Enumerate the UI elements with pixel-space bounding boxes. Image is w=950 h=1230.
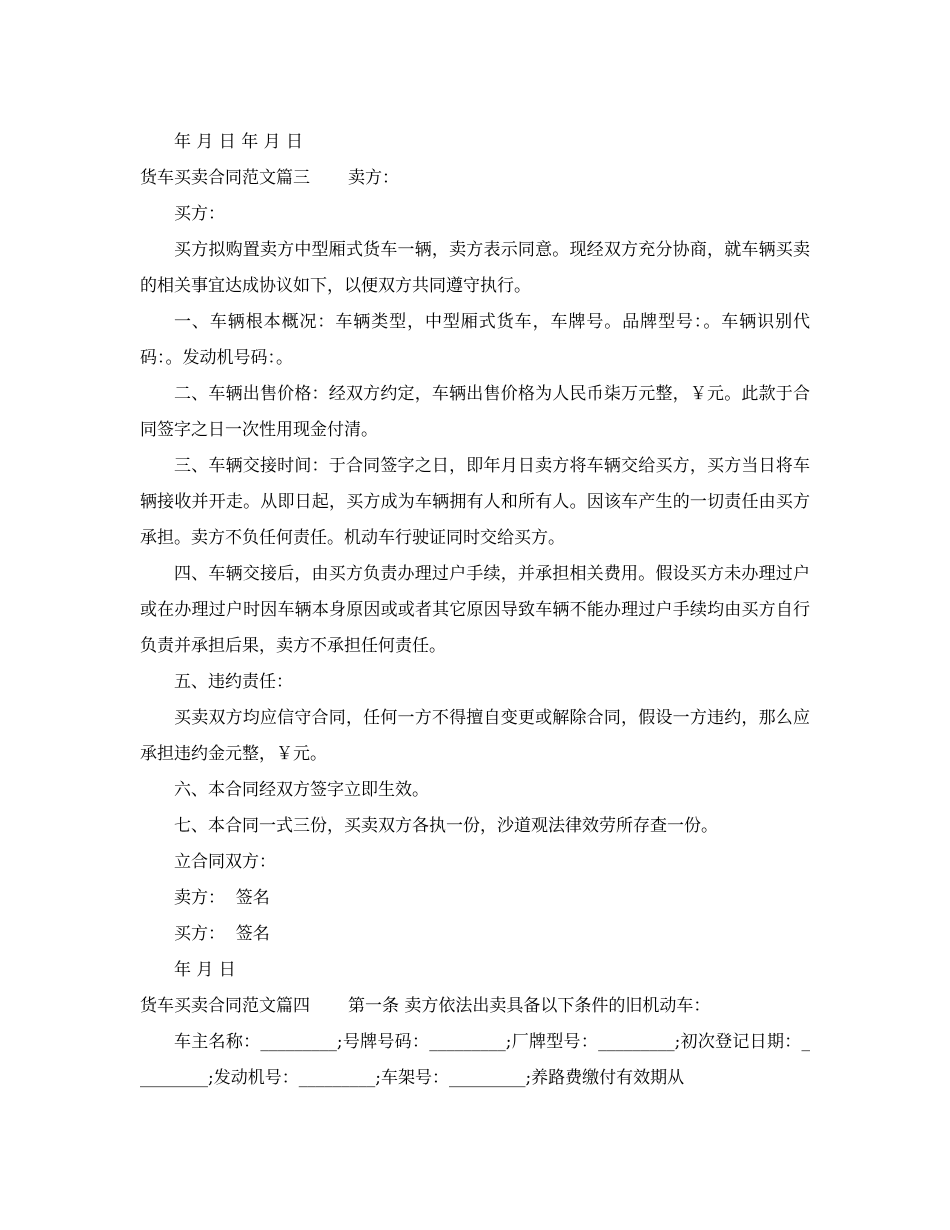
clause-3: 三、车辆交接时间：于合同签字之日，即年月日卖方将车辆交给买方，买方当日将车辆接收并开走。从即日起，买方成为车辆拥有人和所有人。因该车产生的一切责任由买方承担。卖方不负任何责任。机动车行驶证同时交给买方。: [140, 456, 810, 548]
seller-signature: 卖方： 签名: [174, 888, 270, 908]
clause-5-body: 买卖双方均应信守合同，任何一方不得擅自变更或解除合同，假设一方违约，那么应承担违约金元整，￥元。: [140, 708, 810, 764]
vehicle-info: 车主名称：_________;号牌号码：_________;厂牌型号：_________;初次登记日期：_________;发动机号：_________;车架号：_________;养路费缴付有效期从: [140, 1032, 810, 1088]
document-body: [140, 124, 810, 1096]
article-1: 第一条 卖方依法出卖具备以下条件的旧机动车：: [348, 996, 711, 1016]
clause-6: 六、本合同经双方签字立即生效。: [174, 780, 429, 800]
clause-4: 四、车辆交接后，由买方负责办理过户手续，并承担相关费用。假设买方未办理过户或在办理过户时因车辆本身原因或或者其它原因导致车辆不能办理过户手续均由买方自行负责并承担后果，卖方不承担任何责任。: [140, 564, 810, 656]
date-line-2: 年 月 日: [174, 960, 236, 980]
paragraph-intro: 买方拟购置卖方中型厢式货车一辆，卖方表示同意。现经双方充分协商，就车辆买卖的相关事宜达成协议如下，以便双方共同遵守执行。: [140, 240, 810, 296]
clause-2: 二、车辆出售价格：经双方约定，车辆出售价格为人民币柒万元整，￥元。此款于合同签字之日一次性用现金付清。: [140, 384, 810, 440]
section-title: 货车买卖合同范文篇三: [140, 168, 310, 188]
section-heading-3: [140, 160, 810, 196]
seller-label: 卖方：: [348, 168, 399, 188]
parties-label: 立合同双方：: [174, 852, 276, 872]
clause-7: 七、本合同一式三份，买卖双方各执一份，沙道观法律效劳所存查一份。: [174, 816, 718, 836]
clause-5-title: 五、违约责任：: [174, 672, 293, 692]
buyer-signature: 买方： 签名: [174, 924, 270, 944]
clause-1: 一、车辆根本概况：车辆类型，中型厢式货车，车牌号。品牌型号：。车辆识别代码：。发动机号码：。: [140, 312, 810, 368]
date-line: 年 月 日 年 月 日: [174, 132, 304, 152]
section-heading-4: [140, 988, 810, 1024]
buyer-label: 买方：: [174, 204, 225, 224]
section-title: 货车买卖合同范文篇四: [140, 996, 310, 1016]
